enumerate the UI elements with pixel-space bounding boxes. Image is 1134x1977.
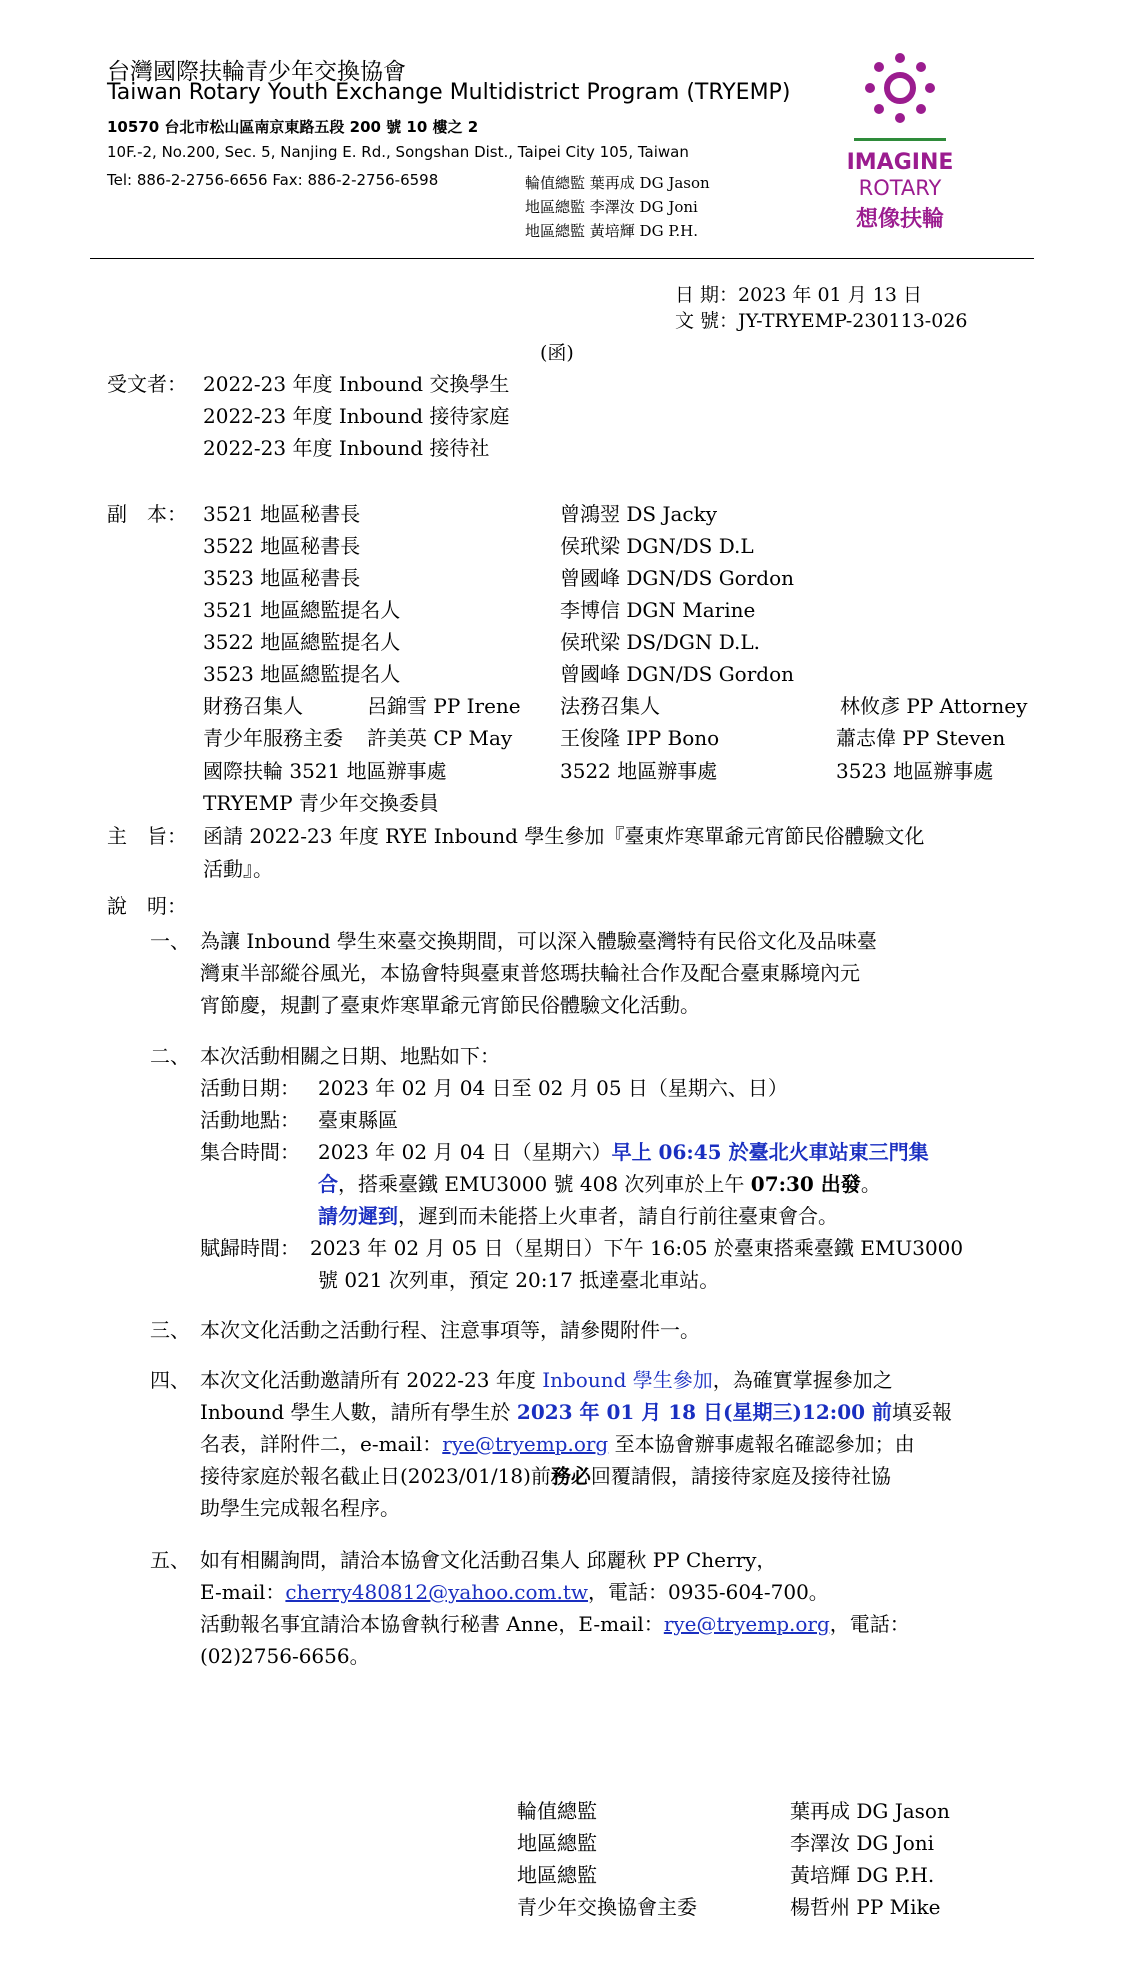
cc-right: 李博信 DGN Marine: [560, 598, 756, 622]
signature-name: 黃培輝 DG P.H.: [790, 1863, 935, 1887]
activity-date-label: 活動日期：: [200, 1076, 300, 1100]
late-warning: 請勿遲到: [318, 1204, 398, 1228]
gather-place-end: 合: [318, 1172, 338, 1196]
item4-emphasis: 務必: [550, 1464, 591, 1488]
gather-date: 2023 年 02 月 04 日（星期六）: [318, 1140, 612, 1164]
gather-label: 集合時間：: [200, 1140, 300, 1164]
item1-line: 灣東半部縱谷風光，本協會特與臺東普悠瑪扶輪社合作及配合臺東縣境內元: [200, 961, 860, 985]
item5-line2: [200, 1576, 829, 1605]
cc-cell: 法務召集人: [560, 694, 660, 718]
item4-line3: [200, 1428, 915, 1457]
org-name-zh: 台灣國際扶輪青少年交換協會: [107, 59, 406, 85]
email-link-cherry[interactable]: cherry480812@yahoo.com.tw: [285, 1580, 589, 1604]
item4-text: 接待家庭於報名截止日(2023/01/18)前: [200, 1464, 551, 1488]
late-rest: ，遲到而未能搭上火車者，請自行前往臺東會合。: [398, 1204, 838, 1228]
cc-left: 3523 地區秘書長: [203, 566, 361, 590]
item4-line1: [200, 1364, 893, 1393]
cc-cell: 王俊隆 IPP Bono: [560, 726, 720, 750]
item4-text: 本次文化活動邀請所有 2022-23 年度: [200, 1368, 543, 1392]
item-number: 一、: [150, 929, 190, 953]
signature-title: 青少年交換協會主委: [517, 1895, 697, 1919]
cc-cell: 青少年服務主委: [203, 726, 343, 750]
logo-rule: [854, 138, 946, 141]
item4-text: 名表，詳附件二，e-mail：: [200, 1432, 443, 1456]
subject-line: 活動』。: [203, 857, 273, 881]
recipient-line: 2022-23 年度 Inbound 交換學生: [203, 372, 510, 396]
recipient-line: 2022-23 年度 Inbound 接待家庭: [203, 404, 510, 428]
signature-name: 李澤汝 DG Joni: [790, 1831, 935, 1855]
item2-intro: 本次活動相關之日期、地點如下：: [200, 1044, 500, 1068]
item1-line: 宵節慶，規劃了臺東炸寒單爺元宵節民俗體驗文化活動。: [200, 993, 700, 1017]
gather-line2: [318, 1168, 881, 1197]
gather-train: ，搭乘臺鐵 EMU3000 號 408 次列車於上午: [338, 1172, 751, 1196]
cc-label: 副 本：: [107, 502, 187, 526]
item5-text: ，電話：0935-604-700。: [588, 1580, 829, 1604]
recipient-line: 2022-23 年度 Inbound 接待社: [203, 436, 490, 460]
logo-line3: 想像扶輪: [855, 207, 944, 232]
recipients-label: 受文者：: [107, 372, 187, 396]
logo-line2: ROTARY: [858, 176, 942, 200]
explanation-label: 說 明：: [107, 894, 187, 918]
gather-line1: [318, 1136, 929, 1165]
cc-left: 3521 地區總監提名人: [203, 598, 401, 622]
item4-text: 填妥報: [891, 1400, 952, 1424]
cc-left: 3522 地區總監提名人: [203, 630, 401, 654]
imagine-rotary-logo: [830, 50, 970, 230]
email-link-rye-2[interactable]: rye@tryemp.org: [663, 1612, 830, 1636]
return-line: 號 021 次列車，預定 20:17 抵達臺北車站。: [318, 1268, 720, 1292]
item4-line5: 助學生完成報名程序。: [200, 1496, 400, 1520]
cc-cell: 許美英 CP May: [367, 726, 513, 750]
org-name-en: Taiwan Rotary Youth Exchange Multidistrict Program (TRYEMP): [107, 80, 791, 105]
logo-line1: IMAGINE: [846, 150, 954, 175]
item1-line: 為讓 Inbound 學生來臺交換期間，可以深入體驗臺灣特有民俗文化及品味臺: [200, 929, 877, 953]
signature-name: 楊哲州 PP Mike: [790, 1895, 941, 1919]
registration-deadline: 2023 年 01 月 18 日(星期三)12:00 前: [516, 1400, 892, 1424]
activity-place-value: 臺東縣區: [318, 1108, 398, 1132]
item4-text: ，為確實掌握參加之: [712, 1368, 893, 1392]
return-line: 2023 年 02 月 05 日（星期日）下午 16:05 於臺東搭乘臺鐵 EMU3000: [310, 1236, 964, 1260]
cc-left: 3522 地區秘書長: [203, 534, 361, 558]
item5-line3: [200, 1608, 910, 1637]
header-governor-3: 地區總監 黃培輝 DG P.H.: [525, 222, 698, 240]
doc-number: 文 號：JY-TRYEMP-230113-026: [675, 310, 968, 332]
cc-cell: 財務召集人: [203, 694, 303, 718]
item-number: 三、: [150, 1318, 190, 1342]
subject-line: 函請 2022-23 年度 RYE Inbound 學生參加『臺東炸寒單爺元宵節民俗體驗文化: [203, 824, 925, 848]
cc-cell: 林攸彥 PP Attorney: [840, 694, 1028, 718]
item4-text: 回覆請假，請接待家庭及接待社協: [590, 1464, 891, 1488]
item4-line2: [200, 1396, 952, 1425]
cc-right: 侯玳梁 DS/DGN D.L.: [560, 630, 761, 654]
item4-line4: [200, 1460, 891, 1489]
cc-cell: 國際扶輪 3521 地區辦事處: [203, 759, 447, 783]
gather-end: 。: [860, 1172, 881, 1196]
cc-right: 曾國峰 DGN/DS Gordon: [560, 566, 795, 590]
item5-text: 活動報名事宜請洽本協會執行秘書 Anne，E-mail：: [200, 1612, 664, 1636]
rotary-flower-icon: [830, 50, 970, 130]
cc-right: 曾國峰 DGN/DS Gordon: [560, 662, 795, 686]
item-number: 四、: [150, 1368, 190, 1392]
item4-text: Inbound 學生人數，請所有學生於: [200, 1400, 517, 1424]
cc-right: 曾鴻翌 DS Jacky: [560, 502, 718, 526]
email-link-rye[interactable]: rye@tryemp.org: [442, 1432, 609, 1456]
signature-title: 輪值總監: [517, 1799, 597, 1823]
item4-text: 至本協會辦事處報名確認參加；由: [608, 1432, 915, 1456]
header-divider: [90, 258, 1034, 259]
item5-line4: (02)2756-6656。: [200, 1644, 370, 1668]
address-en: 10F.-2, No.200, Sec. 5, Nanjing E. Rd., Songshan Dist., Taipei City 105, Taiwan: [107, 143, 689, 161]
signature-name: 葉再成 DG Jason: [790, 1799, 950, 1823]
item5-line1: 如有相關詢問，請洽本協會文化活動召集人 邱麗秋 PP Cherry，: [200, 1548, 777, 1572]
item5-text: E-mail：: [200, 1580, 286, 1604]
signature-title: 地區總監: [517, 1863, 597, 1887]
gather-place: 早上 06:45 於臺北火車站東三門集: [611, 1140, 929, 1164]
activity-place-label: 活動地點：: [200, 1108, 300, 1132]
gather-departure: 07:30 出發: [750, 1172, 861, 1196]
late-notice: [318, 1200, 838, 1229]
header-governor-2: 地區總監 李澤汝 DG Joni: [525, 198, 698, 216]
cc-cell: 呂錦雪 PP Irene: [367, 694, 521, 718]
item3-text: 本次文化活動之活動行程、注意事項等，請參閱附件一。: [200, 1318, 700, 1342]
cc-cell: TRYEMP 青少年交換委員: [203, 791, 439, 815]
cc-cell: 蕭志偉 PP Steven: [836, 726, 1006, 750]
cc-left: 3523 地區總監提名人: [203, 662, 401, 686]
return-label: 賦歸時間：: [200, 1236, 300, 1260]
letter-type: (函): [540, 342, 574, 364]
cc-left: 3521 地區秘書長: [203, 502, 361, 526]
item-number: 二、: [150, 1044, 190, 1068]
item5-text: ，電話：: [829, 1612, 910, 1636]
tel-fax: Tel: 886-2-2756-6656 Fax: 886-2-2756-6598: [107, 171, 439, 189]
item-number: 五、: [150, 1548, 190, 1572]
header-governor-1: 輪值總監 葉再成 DG Jason: [525, 174, 710, 192]
address-zh: 10570 台北市松山區南京東路五段 200 號 10 樓之 2: [107, 118, 479, 136]
activity-date-value: 2023 年 02 月 04 日至 02 月 05 日（星期六、日）: [318, 1076, 788, 1100]
cc-cell: 3523 地區辦事處: [836, 759, 994, 783]
signature-title: 地區總監: [517, 1831, 597, 1855]
subject-label: 主 旨：: [107, 824, 187, 848]
doc-date: 日 期：2023 年 01 月 13 日: [675, 284, 922, 306]
cc-cell: 3522 地區辦事處: [560, 759, 718, 783]
item4-highlight: Inbound 學生參加: [542, 1368, 713, 1392]
cc-right: 侯玳梁 DGN/DS D.L: [560, 534, 754, 558]
